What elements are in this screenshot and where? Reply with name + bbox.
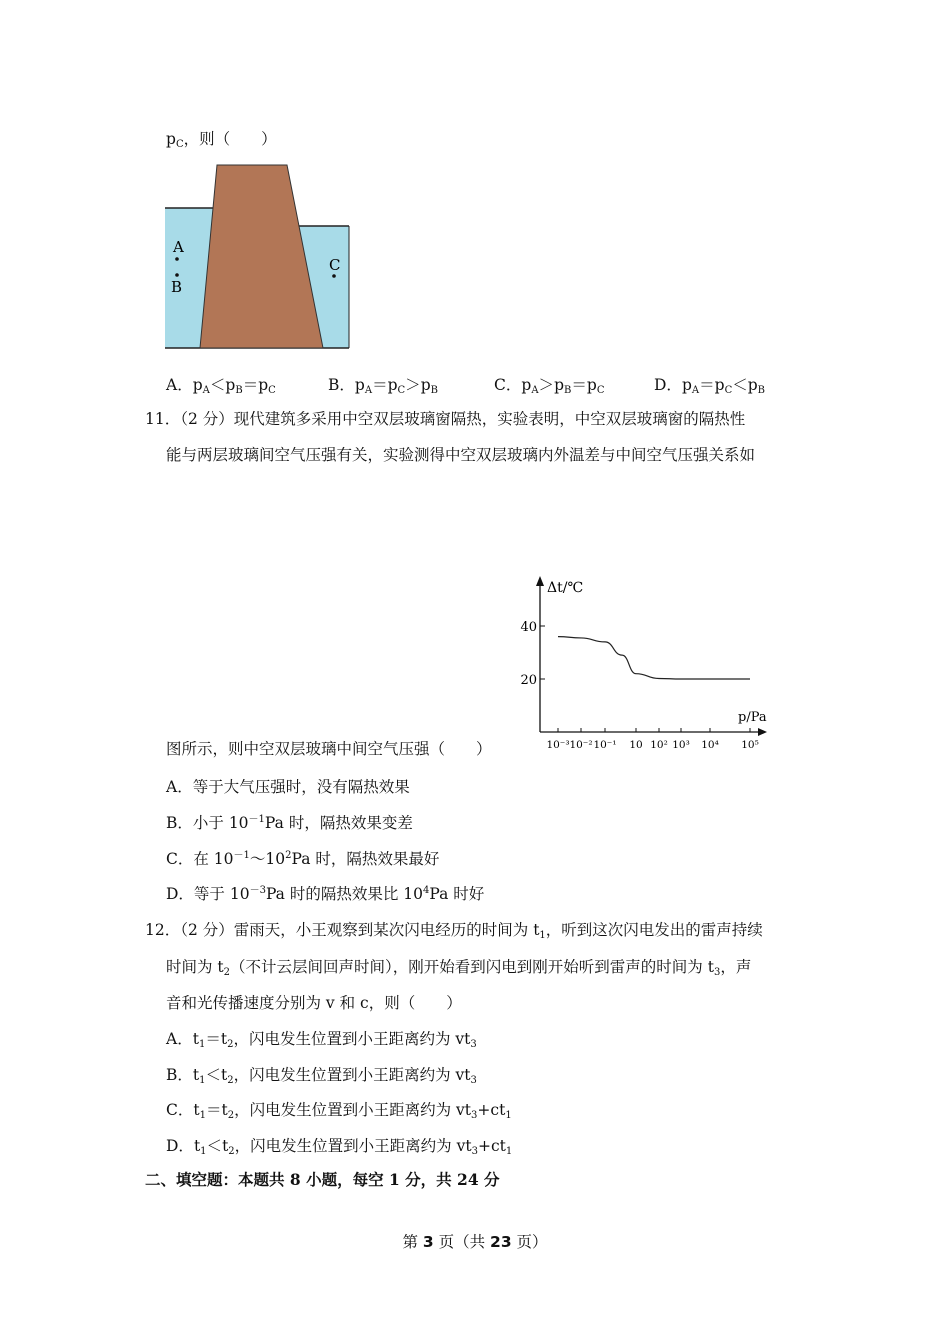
x-tick-label: 10⁵: [741, 739, 759, 751]
q11-option-b[interactable]: B．小于 $10^{-1}Pa$ 时，隔热效果变差: [166, 814, 413, 832]
x-tick-label: 10⁻²: [569, 739, 593, 751]
point-c-label: C: [329, 256, 341, 274]
q11-line1: 11．（2 分）现代建筑多采用中空双层玻璃窗隔热，实验表明，中空双层玻璃窗的隔热性: [145, 410, 746, 428]
q10-option-a[interactable]: A．$p_A<p_B=p_C$: [166, 376, 276, 396]
q10-tail: $p_C$，则（ ）: [166, 130, 277, 150]
page-footer: 第 3 页（共 23 页）: [402, 1233, 548, 1251]
point-a: [175, 257, 179, 261]
q12-option-d[interactable]: D．$t_1<t_2$，闪电发生位置到小王距离约为 $vt_3+ct_1$: [166, 1137, 513, 1157]
q12-option-a[interactable]: A．$t_1=t_2$，闪电发生位置到小王距离约为 $vt_3$: [166, 1030, 477, 1050]
y-tick-label: 40: [520, 620, 537, 635]
q10-options: [166, 373, 806, 395]
y-tick-label: 20: [520, 673, 537, 688]
y-axis-label: Δt/℃: [547, 580, 584, 596]
point-c: [332, 274, 336, 278]
section-heading: 二、填空题：本题共 8 小题，每空 1 分，共 24 分: [145, 1170, 500, 1189]
point-a-label: A: [173, 238, 184, 256]
pressure-temp-chart: [515, 572, 780, 757]
temp-curve: [558, 637, 750, 679]
point-b-label: B: [171, 278, 183, 296]
dam-body: [200, 165, 323, 348]
x-tick-label: 10⁴: [701, 739, 719, 751]
y-axis-arrow: [536, 576, 544, 586]
x-tick-label: 10²: [650, 739, 668, 751]
q12-line1: 12．（2 分）雷雨天，小王观察到某次闪电经历的时间为 $t_1$，听到这次闪电发出的雷声持续: [145, 921, 763, 941]
q12-line3: 音和光传播速度分别为 v 和 c，则（ ）: [166, 994, 462, 1012]
x-axis-arrow: [758, 728, 767, 736]
q10-option-b[interactable]: B．$p_A=p_C>p_B$: [328, 376, 438, 396]
x-tick-label: 10⁻³: [546, 739, 570, 751]
q11-option-d[interactable]: D．等于 $10^{-3}Pa$ 时的隔热效果比 $10^4Pa$ 时好: [166, 885, 485, 903]
q11-line3: 图所示，则中空双层玻璃中间空气压强（ ）: [166, 740, 492, 758]
q11-option-c[interactable]: C．在 $10^{-1}\sim 10^2Pa$ 时，隔热效果最好: [166, 850, 440, 868]
q11-line2: 能与两层玻璃间空气压强有关，实验测得中空双层玻璃内外温差与中间空气压强关系如: [166, 446, 756, 464]
dam-figure: [165, 163, 351, 353]
x-tick-label: 10⁻¹: [593, 739, 617, 751]
x-axis-label: p/Pa: [738, 710, 767, 725]
q12-option-b[interactable]: B．$t_1<t_2$，闪电发生位置到小王距离约为 $vt_3$: [166, 1066, 477, 1086]
q10-option-d[interactable]: D．$p_A=p_C<p_B$: [654, 376, 766, 396]
x-tick-label: 10: [629, 739, 643, 751]
q10-option-c[interactable]: C．$p_A>p_B=p_C$: [494, 376, 605, 396]
q12-line2: 时间为 $t_2$（不计云层间回声时间），刚开始看到闪电到刚开始听到雷声的时间为 $t_3$，声: [166, 958, 752, 978]
point-b: [175, 273, 179, 277]
x-tick-label: 10³: [672, 739, 690, 751]
q11-option-a[interactable]: A．等于大气压强时，没有隔热效果: [166, 778, 410, 796]
q12-option-c[interactable]: C．$t_1=t_2$，闪电发生位置到小王距离约为 $vt_3+ct_1$: [166, 1101, 512, 1121]
